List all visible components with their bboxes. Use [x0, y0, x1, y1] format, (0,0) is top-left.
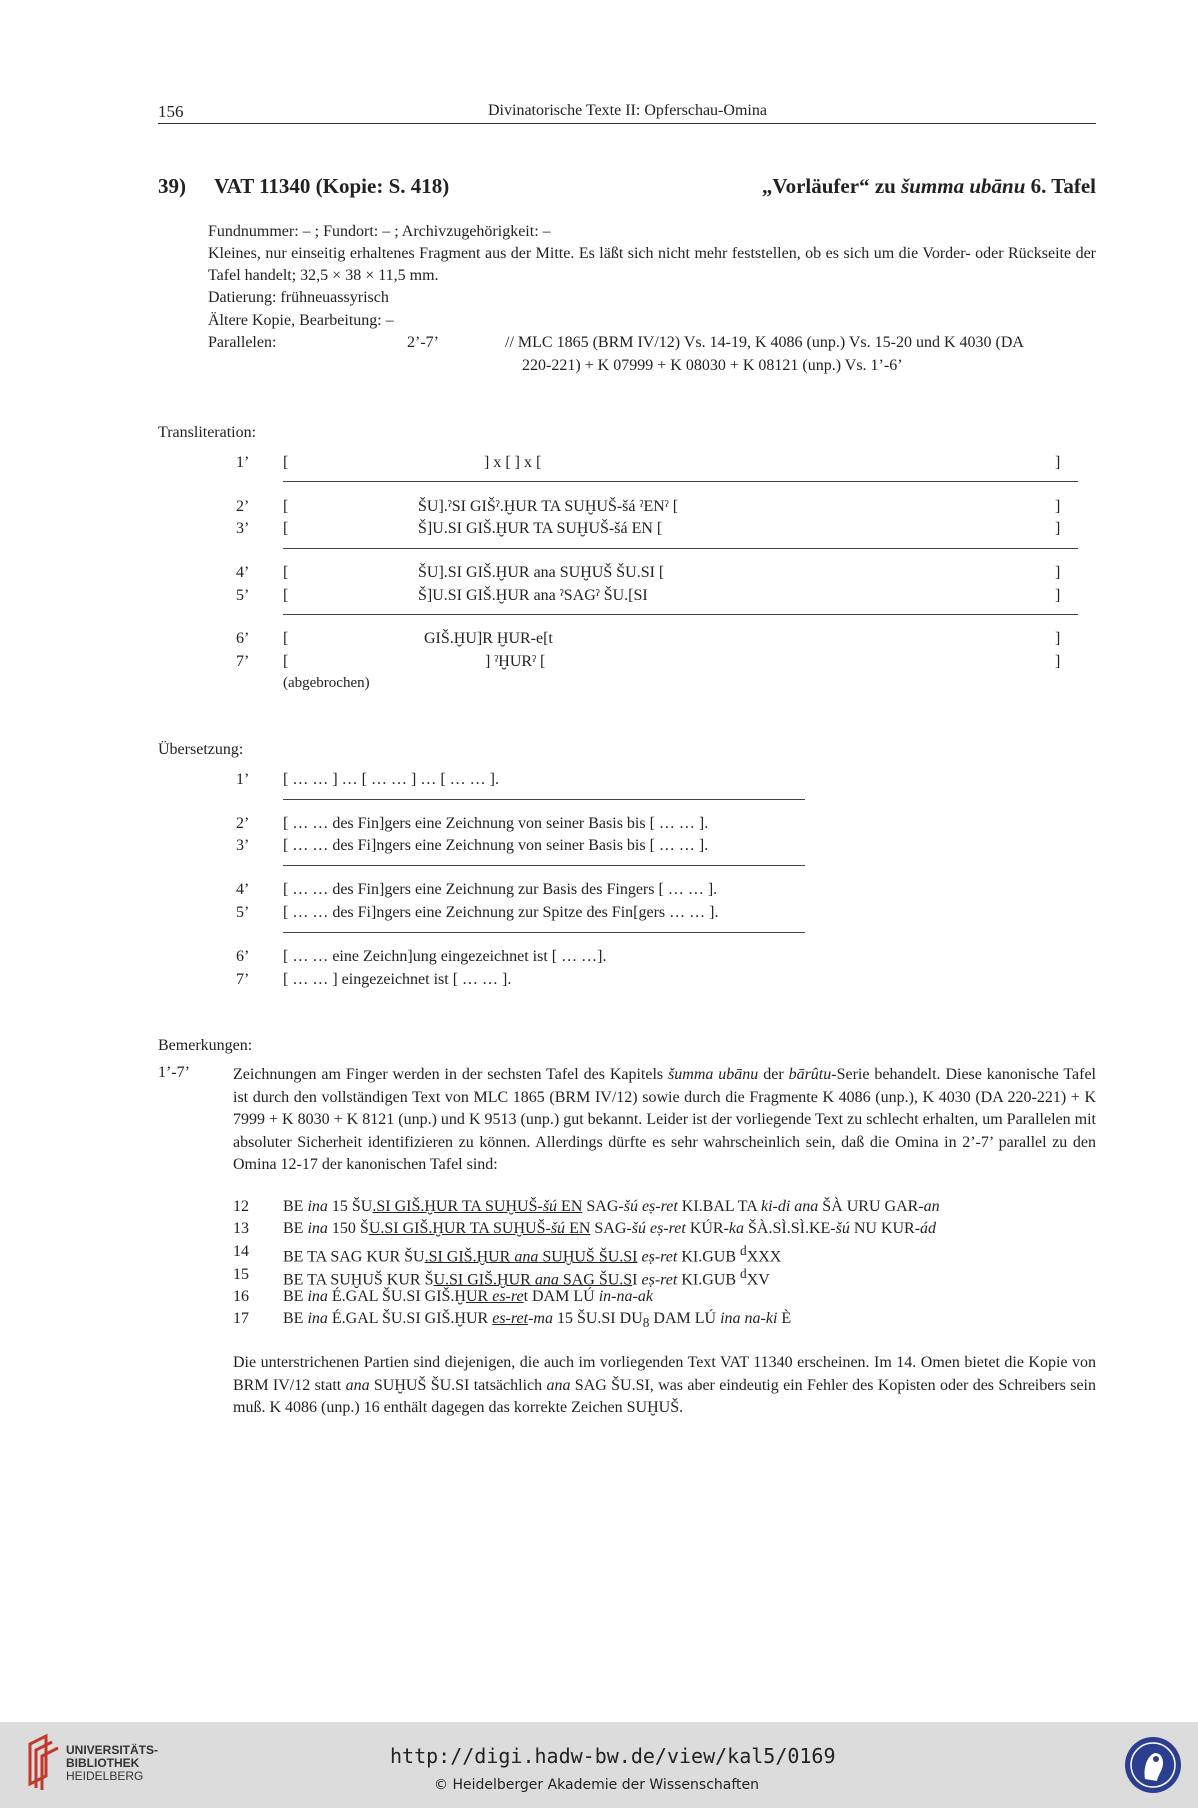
omen-num: 14: [233, 1243, 249, 1260]
tl-bracket-close: ]: [1055, 564, 1061, 581]
tr-line-num: 6’: [236, 948, 250, 965]
section-rule: [283, 614, 1078, 615]
tl-bracket-close: ]: [1055, 454, 1061, 471]
omen-num: 12: [233, 1198, 249, 1215]
copyright-notice: © Heidelberger Akademie der Wissenschaften: [434, 1777, 760, 1793]
meta-parallels-range: 2’-7’: [407, 334, 439, 351]
meta-parallels-text: // MLC 1865 (BRM IV/12) Vs. 14-19, K 4086 (unp.) Vs. 15-20 und K 4030 (DA: [505, 334, 1024, 351]
closing-paragraph: Die unterstrichenen Partien sind diejenigen, die auch im vorliegenden Text VAT 11340 erscheinen. Im 14. Omen bietet die Kopie von BRM IV/12 statt ana SUḪUŠ ŠU.SI tatsächlich ana SAG ŠU.SI, was aber eindeutig ein Fehler des Kopisten oder des Schreibers sein muß. K 4086 (unp.) 16 enthält dagegen das korrekte Zeichen SUḪUŠ.: [233, 1354, 1096, 1416]
tl-line-num: 6’: [236, 630, 250, 647]
tl-bracket-open: [: [283, 454, 289, 471]
tr-line-text: [ … … des Fin]gers eine Zeichnung von seiner Basis bis [ … … ].: [283, 815, 709, 832]
entry-number: 39): [158, 174, 186, 198]
tl-bracket-open: [: [283, 587, 289, 604]
tl-bracket-open: [: [283, 564, 289, 581]
entry-title: VAT 11340 (Kopie: S. 418): [214, 174, 450, 198]
remarks-heading: Bemerkungen:: [158, 1037, 253, 1054]
section-rule: [283, 548, 1078, 549]
tr-line-text: [ … … ] eingezeichnet ist [ … … ].: [283, 971, 512, 988]
section-rule: [283, 481, 1078, 482]
section-rule: [283, 932, 805, 933]
omen-line: BE ina 15 ŠU.SI GIŠ.ḪUR TA SUḪUŠ-šú EN SAG-šú eṣ-ret KI.BAL TA ki-di ana ŠÀ URU GAR-an: [283, 1198, 940, 1215]
tl-line-text: ŠU].SI GIŠ.ḪUR ana SUḪUŠ ŠU.SI [: [418, 564, 665, 581]
tl-line-text: Š]U.SI GIŠ.ḪUR ana ˀSAGˀ ŠU.[SI: [418, 587, 648, 604]
header-rule: [158, 123, 1096, 124]
library-name: UNIVERSITÄTS- BIBLIOTHEK HEIDELBERG: [66, 1743, 159, 1783]
tl-line-text: ] x [ ] x [: [484, 454, 542, 471]
tr-line-num: 1’: [236, 771, 250, 788]
running-title: Divinatorische Texte II: Opferschau-Omina: [488, 102, 767, 119]
remarks-label: 1’-7’: [158, 1064, 190, 1081]
omen-line: BE TA SAG KUR ŠU.SI GIŠ.ḪUR ana SUḪUŠ ŠU.SI eṣ-ret KI.GUB $^d$XXX: [283, 1243, 782, 1266]
tl-bracket-open: [: [283, 630, 289, 647]
tr-line-text: [ … … des Fin]gers eine Zeichnung zur Basis des Fingers [ … … ].: [283, 881, 718, 898]
tr-line-text: [ … … ] … [ … … ] … [ … … ].: [283, 771, 499, 788]
translation-heading: Übersetzung:: [158, 741, 244, 758]
library-logo-icon: [24, 1732, 64, 1792]
tl-bracket-close: ]: [1055, 520, 1061, 537]
meta-description: Kleines, nur einseitig erhaltenes Fragment aus der Mitte. Es läßt sich nicht mehr feststellen, ob es sich um die Vorder- oder Rückseite der Tafel handelt; 32,5 × 38 × 11,5 mm.: [208, 245, 1096, 284]
meta-older-copy: Ältere Kopie, Bearbeitung: –: [208, 312, 394, 329]
tl-bracket-close: ]: [1055, 498, 1061, 515]
tl-line-num: 7’: [236, 653, 250, 670]
tr-line-text: [ … … eine Zeichn]ung eingezeichnet ist [ … …].: [283, 948, 607, 965]
tl-line-text: ] ˀḪURˀ [: [485, 653, 546, 670]
meta-dating: Datierung: frühneuassyrisch: [208, 289, 389, 306]
tl-line-text: Š]U.SI GIŠ.ḪUR TA SUḪUŠ-šá EN [: [418, 520, 663, 537]
tl-bracket-open: [: [283, 653, 289, 670]
tl-line-num: 3’: [236, 520, 250, 537]
omen-line: BE ina É.GAL ŠU.SI GIŠ.ḪUR es-ret-ma 15 ŠU.SI $DU_8$ DAM LÚ ina na-ki È: [283, 1310, 792, 1331]
tl-line-text: ŠU].ˀSI GIŠˀ.ḪUR TA SUḪUŠ-šá ˀENˀ [: [418, 498, 679, 515]
entry-series-title: „Vorläufer“ zu šumma ubānu 6. Tafel: [761, 174, 1096, 198]
tr-line-num: 2’: [236, 815, 250, 832]
meta-find-number: Fundnummer: – ; Fundort: – ; Archivzugehörigkeit: –: [208, 223, 551, 240]
omen-num: 15: [233, 1266, 249, 1283]
omen-line: BE TA SUḪUŠ KUR ŠU.SI GIŠ.ḪUR ana SAG ŠU.SI eṣ-ret KI.GUB $^d$XV: [283, 1266, 770, 1289]
tr-line-num: 7’: [236, 971, 250, 988]
omen-num: 17: [233, 1310, 249, 1327]
omen-line: BE ina É.GAL ŠU.SI GIŠ.ḪUR es-ret DAM LÚ in-na-ak: [283, 1288, 653, 1305]
page-number: 156: [158, 102, 184, 121]
tl-line-num: 2’: [236, 498, 250, 515]
tl-bracket-open: [: [283, 520, 289, 537]
remarks-paragraph: Zeichnungen am Finger werden in der sechsten Tafel des Kapitels šumma ubānu der bārûtu-Serie behandelt. Diese kanonische Tafel ist durch den vollständigen Text von MLC 1865 (BRM IV/12) sowie durch die Fragmente K 4086 (unp.), K 4030 (DA 220-221) + K 7999 + K 8030 + K 8121 (unp.) und K 9513 (unp.) gut bekannt. Leider ist der vorliegende Text zu schlecht erhalten, um Parallelen mit absoluter Sicherheit identifizieren zu können. Allerdings dürfte es sehr wahrscheinlich sein, daß die Omina in 2’-7’ parallel zu den Omina 12-17 der kanonischen Tafel sind:: [233, 1066, 1097, 1173]
tl-line-num: 4’: [236, 564, 250, 581]
tl-line-num: 1’: [236, 454, 250, 471]
omen-num: 13: [233, 1220, 249, 1237]
tr-line-num: 3’: [236, 837, 250, 854]
meta-parallels-text-cont: 220-221) + K 07999 + K 08030 + K 08121 (unp.) Vs. 1’-6’: [522, 357, 903, 374]
tl-bracket-close: ]: [1055, 587, 1061, 604]
tr-line-num: 4’: [236, 881, 250, 898]
section-rule: [283, 799, 805, 800]
tr-line-text: [ … … des Fi]ngers eine Zeichnung zur Spitze des Fin[gers … … ].: [283, 904, 719, 921]
omen-num: 16: [233, 1288, 249, 1305]
broken-note: (abgebrochen): [283, 675, 370, 691]
tl-line-text: GIŠ.ḪU]R ḪUR-e[t: [424, 630, 553, 647]
academy-seal-icon: [1123, 1733, 1183, 1797]
tl-bracket-close: ]: [1055, 630, 1061, 647]
tr-line-text: [ … … des Fi]ngers eine Zeichnung von seiner Basis bis [ … … ].: [283, 837, 709, 854]
tr-line-num: 5’: [236, 904, 250, 921]
source-url-link[interactable]: http://digi.hadw-bw.de/view/kal5/0169: [390, 1744, 836, 1768]
transliteration-heading: Transliteration:: [158, 424, 257, 441]
tl-bracket-open: [: [283, 498, 289, 515]
section-rule: [283, 865, 805, 866]
omen-line: BE ina 150 ŠU.SI GIŠ.ḪUR TA SUḪUŠ-šú EN SAG-šú eṣ-ret KÚR-ka ŠÀ.SÌ.SÌ.KE-šú NU KUR-ád: [283, 1220, 937, 1237]
meta-parallels-label: Parallelen:: [208, 334, 277, 351]
tl-bracket-close: ]: [1055, 653, 1061, 670]
tl-line-num: 5’: [236, 587, 250, 604]
entry-heading: [158, 174, 449, 199]
